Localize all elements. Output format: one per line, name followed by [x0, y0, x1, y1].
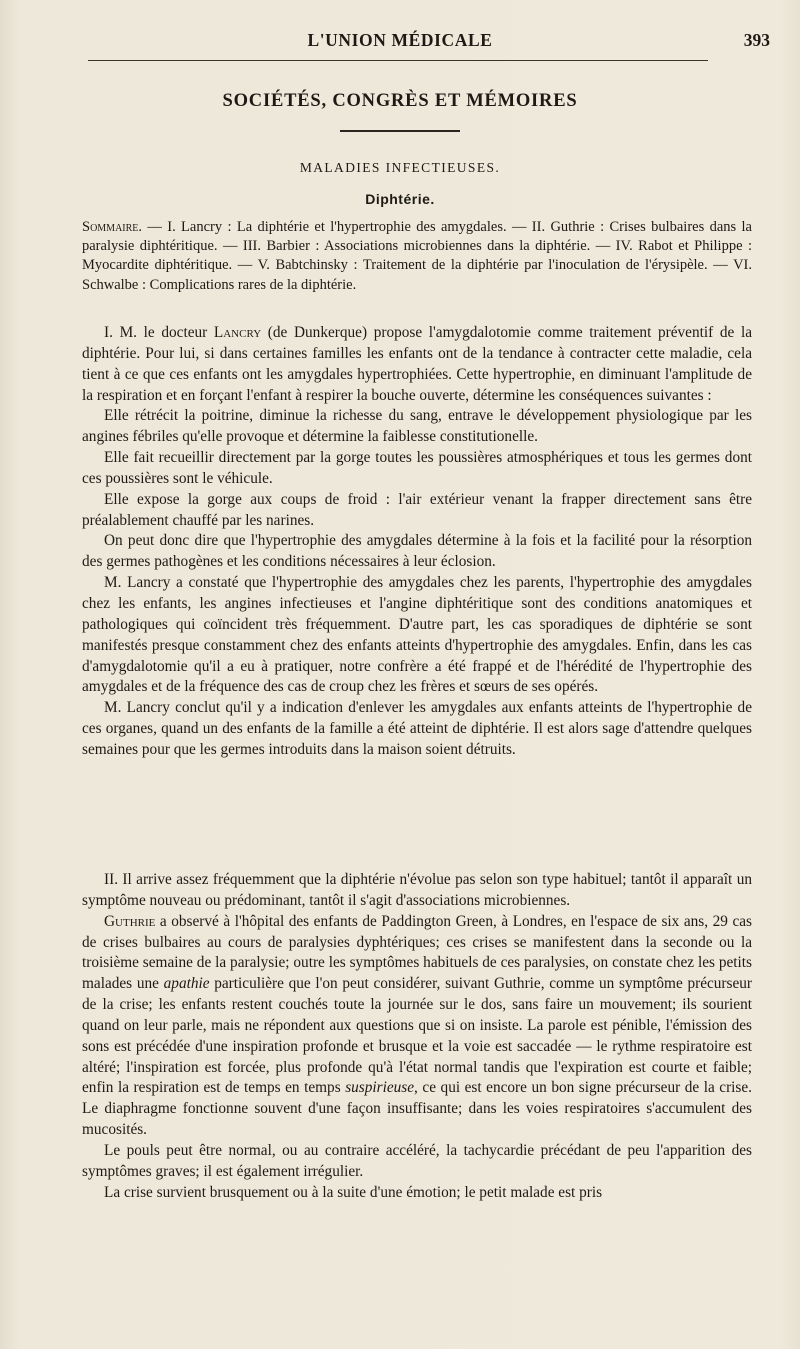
- paragraph: Elle rétrécit la poitrine, diminue la richesse du sang, entrave le développement physiologique par les angines fébriles qu'elle provoque et détermine la faiblesse constitutionelle.: [82, 407, 752, 446]
- section-title: SOCIÉTÉS, CONGRÈS ET MÉMOIRES: [222, 91, 578, 111]
- paragraph: La crise survient brusquement ou à la suite d'une émotion; le petit malade est pris: [104, 1183, 603, 1201]
- subsection-title: MALADIES INFECTIEUSES.: [299, 160, 501, 175]
- author-name: Guthrie: [104, 912, 156, 930]
- summary: [82, 218, 752, 295]
- section-divider: [340, 130, 460, 132]
- journal-title: L'UNION MÉDICALE: [307, 30, 493, 50]
- paragraph: [82, 323, 752, 406]
- article-part-1: [82, 323, 752, 761]
- running-head: [0, 30, 800, 54]
- emphasis: apathie: [163, 975, 210, 993]
- paragraph: M. Lancry conclut qu'il y a indication d'enlever les amygdales aux enfants atteints de l'hypertrophie de ces organes, quand un des enfants de la famille a été atteint de diphtérie. Il est alors sage d'attendre quelques semaines pour que les germes introduits dans la maison soient détruits.: [82, 699, 752, 758]
- paragraph: Le pouls peut être normal, ou au contraire accéléré, la tachycardie précédant de peu l'apparition des symptômes graves; il est également irrégulier.: [82, 1141, 752, 1180]
- summary-lead: Sommaire.: [82, 219, 143, 235]
- paragraph-text: (de Dunkerque) propose l'amygdalotomie comme traitement préventif de la diphtérie. Pour lui, si dans certaines familles les enfants ont de la tendance à contracter cette maladie, cela tient à ce que ces enfants ont les amygdales hypertrophiées. Cette hypertrophie, en diminuant l'amplitude de la respiration et en forçant l'enfant à respirer la bouche ouverte, détermine les conséquences suivantes :: [82, 324, 752, 404]
- header-rule: [88, 60, 708, 61]
- paragraph: Elle expose la gorge aux coups de froid : l'air extérieur venant la frapper directement sans être préalablement chauffé par les narines.: [82, 490, 752, 529]
- emphasis: suspirieuse: [345, 1079, 415, 1097]
- paragraph: [82, 912, 752, 1141]
- paragraph: Elle fait recueillir directement par la gorge toutes les poussières atmosphériques et tous les germes dont ces poussières sont le véhicule.: [82, 449, 752, 487]
- paragraph: On peut donc dire que l'hypertrophie des amygdales détermine à la fois et la facilité pour la résorption des germes pathogènes et les conditions nécessaires à leur éclosion.: [82, 532, 752, 571]
- article-part-2: [82, 870, 752, 1204]
- topic-title: Diphtérie.: [365, 191, 435, 207]
- paragraph-text: I. M. le docteur: [104, 324, 214, 341]
- page-number: 393: [743, 30, 770, 50]
- paragraph-text: , ce qui est encore un bon signe précurseur de la crise. Le diaphragme fonctionne souvent d'une façon insuffisante; dans les voies respiratoires s'accumulent des mucosités.: [82, 1079, 752, 1139]
- paragraph-text: particulière que l'on peut considérer, suivant Guthrie, comme un symptôme précurseur de la crise; les enfants restent couchés toute la journée sur le dos, sans faire un mouvement; ils sourient quand on leur parle, mais ne répondent aux questions que si on insiste. La parole est pénible, l'émission des sons est précédée d'une inspiration profonde et brusque et la voie est saccadée — le rythme respiratoire est altéré; l'inspiration est forcée, plus profonde qu'à l'état normal tandis que l'expiration est courte et faible; enfin la respiration est de temps en temps: [82, 975, 752, 1097]
- paragraph-text: a observé à l'hôpital des enfants de Paddington Green, à Londres, en l'espace de six ans, 29 cas de crises bulbaires au cours de paralysies dyphtériques; ces crises se manifestent dans la seconde ou la troisième semaine de la paralysie; outre les symptômes habituels de ces paralysies, on constate chez les petits malades une: [82, 912, 752, 993]
- paragraph: II. Il arrive assez fréquemment que la diphtérie n'évolue pas selon son type habituel; tantôt il apparaît un symptôme nouveau ou prédominant, tantôt il s'agit d'associations microbiennes.: [82, 871, 752, 909]
- paragraph: M. Lancry a constaté que l'hypertrophie des amygdales chez les parents, l'hypertrophie des amygdales chez les enfants, les angines infectieuses et l'angine diphtéritique sont des conditions anatomiques et pathologiques qui coïncident très fréquemment. D'autre part, les cas sporadiques de diphtérie se sont manifestés presque constamment chez des enfants atteints d'hypertrophie des amygdales. Enfin, dans les cas d'amygdalotomie qu'il a eu à pratiquer, notre confrère a été frappé et de l'hérédité de l'hypertrophie des amygdales et de la fréquence des cas de croup chez les frères et sœurs de ses opérés.: [82, 574, 752, 696]
- author-name: Lancry: [213, 324, 262, 341]
- summary-text: — I. Lancry : La diphtérie et l'hypertrophie des amygdales. — II. Guthrie : Crises bulbaires dans la paralysie diphtéritique. — III. Barbier : Associations microbiennes dans la diphtérie. — IV. Rabot et Philippe : Myocardite diphtéritique. — V. Babtchinsky : Traitement de la diphtérie par l'inoculation de l'érysipèle. — VI. Schwalbe : Complications rares de la diphtérie.: [82, 219, 752, 293]
